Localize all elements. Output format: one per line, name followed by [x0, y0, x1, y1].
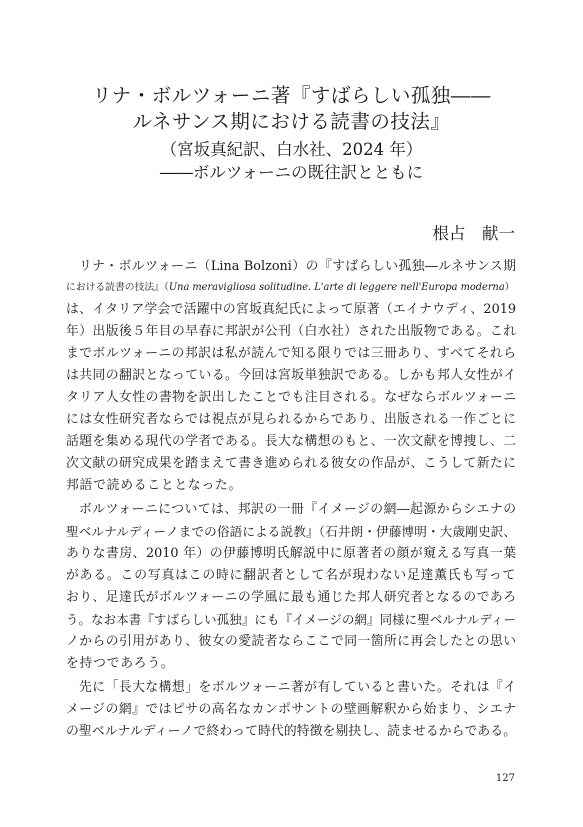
title-line-2: ルネサンス期における読書の技法』 [132, 110, 451, 133]
body-line-4: 年）出版後５年目の早春に邦訳が公刊（白水社）された出版物である。これ [66, 324, 516, 339]
body-line-14: ありな書房、2010 年）の伊藤博明氏解説中に原著者の顔が窺える写真一葉 [66, 546, 516, 561]
subtitle-line-1: （宮坂真紀訳、白水社、2024 年） [160, 140, 423, 159]
body-line-2 [66, 280, 516, 296]
subtitle-line-2: ――ボルツォーニの既往訳とともに [159, 163, 424, 182]
body-line-19: を持つであろう。 [66, 656, 175, 671]
body-line-18: ノからの引用があり、彼女の愛読者ならここで同一箇所に再会したとの思い [66, 634, 516, 649]
body-line-5: までボルツォーニの邦訳は私が読んで知る限りでは三冊あり、すべてそれら [66, 346, 516, 361]
body-line-2-pre: における読書の技法』（ [66, 282, 169, 293]
title-line-1: リナ・ボルツォーニ著『すばらしい孤独―― [92, 84, 491, 107]
body-line-17: う。なお本書『すばらしい孤独』にも『イメージの網』同様に聖ベルナルディー [66, 612, 516, 627]
body-line-6: は共同の翻訳となっている。今回は宮坂単独訳である。しかも邦人女性がイ [66, 368, 516, 383]
body-line-11: 邦語で読めることとなった。 [66, 478, 243, 493]
body-line-7: タリア人女性の書物を訳出したことでも注目される。なぜならボルツォーニ [66, 390, 516, 405]
body-line-9: 話題を集める現代の学者である。長大な構想のもと、一次文献を博捜し、二 [66, 434, 516, 449]
body-line-10: 次文献の研究成果を踏まえて書き進められる彼女の作品が、こうして新たに [66, 456, 516, 471]
body-line-12: ボルツォーニについては、邦訳の一冊『イメージの網―起源からシエナの [79, 502, 516, 517]
body-line-15: がある。この写真はこの時に翻訳者として名が現わない足達薫氏も写って [66, 568, 516, 583]
body-line-21: メージの網』ではピサの高名なカンポサントの壁画解釈から始まり、シエナ [66, 702, 516, 717]
author-name: 根占 献一 [432, 224, 515, 243]
body-line-1: リナ・ボルツォーニ（Lina Bolzoni）の『すばらしい孤独―ルネサンス期 [79, 259, 516, 274]
body-line-3: は、イタリア学会で活躍中の宮坂真紀氏によって原著（エイナウディ、2019 [66, 302, 516, 317]
body-line-20: 先に「長大な構想」をボルツォーニ著が有していると書いた。それは『イ [79, 680, 516, 695]
body-line-22: の聖ベルナルディーノで終わって時代的特徴を剔抉し、読ませるからである。 [66, 724, 516, 739]
body-line-13: 聖ベルナルディーノまでの俗語による説教』（石井朗・伊藤博明・大歳剛史訳、 [66, 524, 516, 539]
page-number: 127 [495, 773, 515, 784]
body-line-16: おり、足達氏がボルツォーニの学風に最も通じた邦人研究者となるのであろ [66, 590, 516, 605]
body-line-2-post: ） [504, 282, 515, 293]
original-title-italic: Una meravigliosa solitudine. L'arte di leggere nell'Europa moderna [168, 282, 505, 293]
body-line-8: には女性研究者ならでは視点が見られるからであり、出版される一作ごとに [66, 412, 516, 427]
